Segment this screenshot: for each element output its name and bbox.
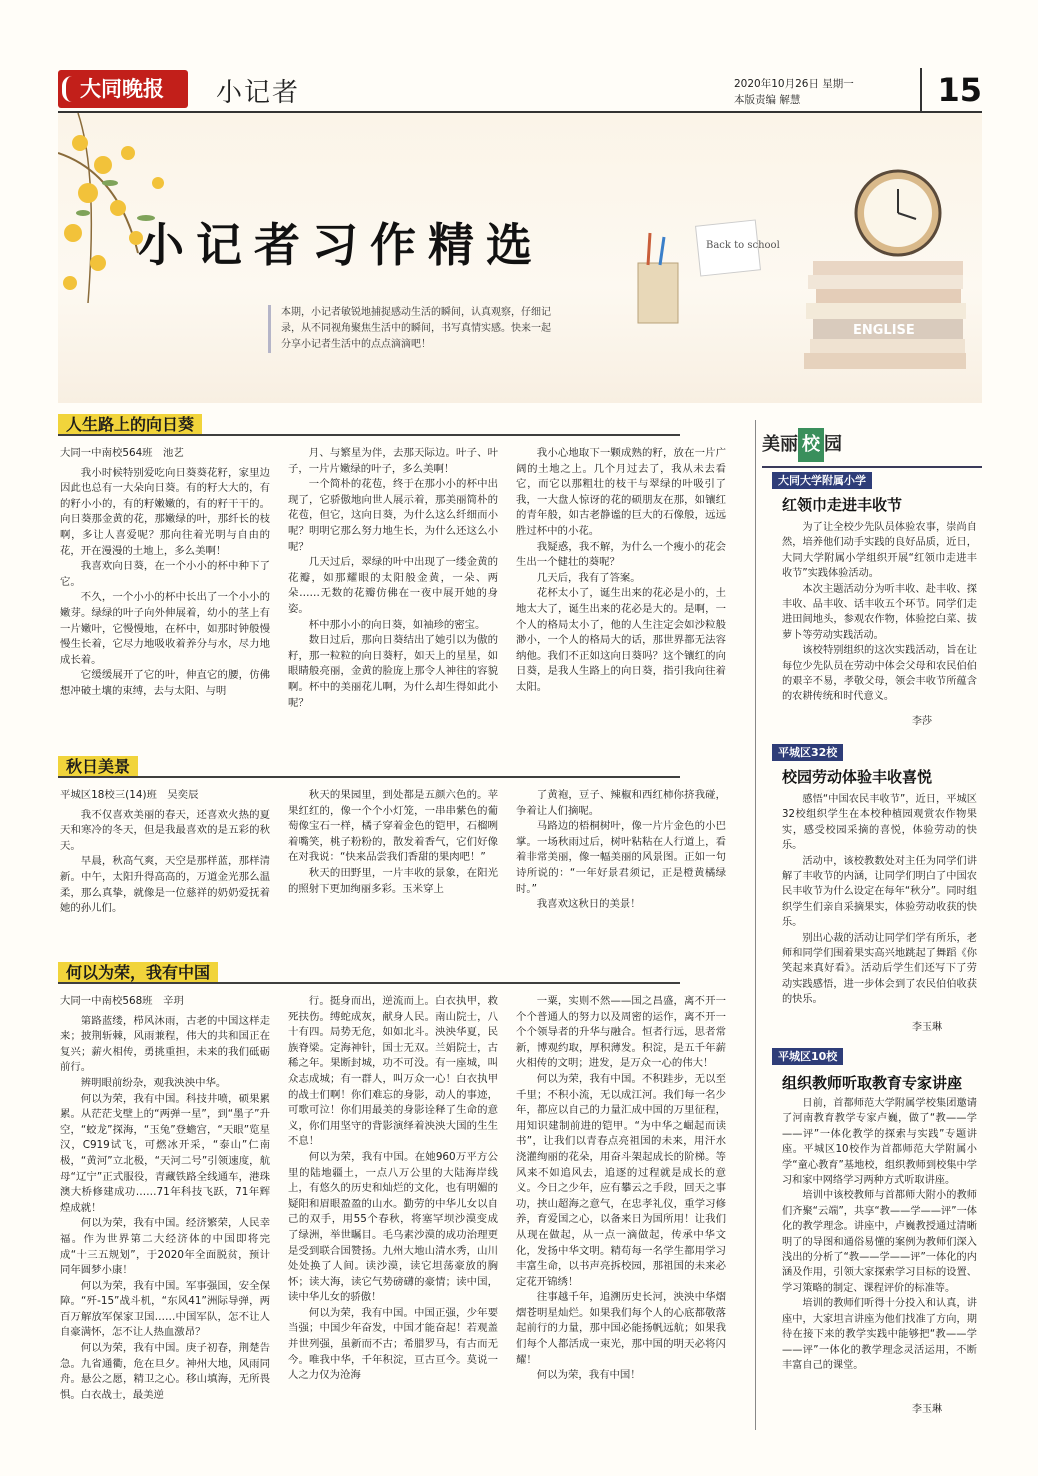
title-rule [58, 776, 680, 778]
feature-banner [58, 113, 982, 403]
deco-note-text: Back to school [706, 240, 780, 251]
paragraph: 一粟，实则不然——国之昌盛，离不开一个个普通人的努力以及周密的运作，离不开一个个领导者的升华与融合。恒者行远，思者常新，博观约取，厚积薄发。积淀，是五千年薪火相传的文明；进发，是万众一心的伟大！ [516, 995, 726, 1070]
news-body [782, 792, 977, 1018]
paragraph: 何以为荣，我有中国。军事强国，安全保障。“歼-15”战斗机，“东风41”洲际导弹，两百万解放军保家卫国……中国军队，怎不让人自豪满怀，怎不让人热血激昂？ [60, 1279, 270, 1339]
paragraph: 活动中，该校教数处对主任为同学们讲解了丰收节的内涵，让同学们明白了中国农民丰收节为什么设定在每年“秋分”。同时组织学生们亲自采摘果实，体验劳动收获的快乐。 [782, 855, 977, 929]
paragraph: 我疑惑，我不解，为什么一个瘦小的花会生出一个健壮的葵呢？ [516, 540, 726, 569]
paragraph: 何以为荣，我有中国！ [536, 1369, 641, 1382]
news-author: 李玉琳 [912, 1404, 942, 1415]
article-column [288, 994, 498, 1434]
paragraph: 何以为荣，我有中国。中国正强，少年要当强；中国少年奋发，中国才能奋起！若观盖并世列强，虽新而不古；希腊罗马，有古而无今。唯我中华，千年积淀，亘古亘今。莫说一人之力仅为沧海 [288, 1306, 498, 1382]
article-title-bar [58, 414, 680, 436]
title-rule [58, 434, 680, 436]
paragraph: 我喜欢这秋日的美景！ [536, 898, 641, 911]
books-clock-decoration-icon [628, 153, 968, 383]
paragraph: 日前，首都师范大学附属学校集团邀请了河南教育教学专家卢巍，做了“教——学——评”一体化教学的探索与实践”专题讲座。平城区10校作为首都师范大学附属小学“童心教育”基地校，组织教师到校集中学习和家中网络学习两种方式听取讲座。 [782, 1098, 977, 1187]
article-title: 秋日美景 [58, 756, 138, 778]
paragraph: 我不仅喜欢美丽的春天，还喜欢火热的夏天和寒冷的冬天，但是我最喜欢的是五彩的秋天。 [60, 808, 270, 852]
sidebar-title-part: 园 [824, 434, 842, 455]
article-column [516, 994, 726, 1434]
news-author: 李莎 [912, 716, 932, 727]
paragraph: 几天过后，翠绿的叶中出现了一缕金黄的花瓣，如那耀眼的太阳般金黄，一朵、两朵……无数的花瓣仿佛在一夜中展开她的身姿。 [288, 556, 498, 615]
paragraph: 秋天的田野里，一片丰收的景象，在阳光的照射下更加绚丽多彩。玉米穿上 [288, 866, 498, 895]
paragraph: 月、与繁星为伴，去那天际边。叶子、叶子，一片片嫩绿的叶子，多么美啊！ [288, 447, 498, 475]
sidebar-title-highlight: 校 [798, 428, 824, 462]
article-column [60, 788, 270, 938]
feature-intro: 本期，小记者敏锐地捕捉感动生活的瞬间，认真观察，仔细记录，从不同视角聚焦生活中的瞬间，书写真情实感。快来一起分享小记者生活中的点点滴滴吧！ [268, 305, 558, 353]
paragraph: 第路蓝缕，栉风沐雨，古老的中国这样走来；披荆斩棘，风雨兼程，伟大的共和国正在复兴；薪火相传，勇挑重担，未来的我们砥砺前行。 [60, 1014, 270, 1074]
newspaper-logo [58, 70, 188, 108]
campus-news-sidebar [762, 420, 982, 1430]
paragraph: 行。挺身而出，逆流而上。白衣执甲，救死扶伤。缚蛇成灰，献身人民。南山院士，八十有四。局势无危，如如北斗。泱泱华夏，民族脊梁。定海神针，国士无双。兰娟院士，古稀之年。果断封城，功不可没。有一座城，叫众志成城；有一群人，叫万众一心！白衣执甲的战士们啊！你们难忘的身影，动人的事迹，可歌可泣！你们用最美的身影诠释了生命的意义，你们用坚守的背影演绎着泱泱大国的生生不息！ [288, 995, 498, 1148]
paragraph: 辨明眼前纷杂，观我泱泱中华。 [80, 1076, 227, 1089]
article-column [60, 446, 270, 746]
article-title-bar [58, 756, 680, 778]
paragraph: 花杯太小了，诞生出来的花必是小的，土地太大了，诞生出来的花必是大的。是啊，一个人的格局太小了，他的人生注定会如沙粒般渺小，一个人的格局大的话，那世界都无法容纳他。我们不正如这向日葵吗？这个镶红的向日葵，是我人生路上的向日葵，指引我向往着太阳。 [516, 587, 726, 693]
paragraph: 往事越千年，追溯历史长河，泱泱中华熠熠苍明星灿烂。如果我们每个人的心底都敬落起前行的力量，那中国必能扬帆远航；如果我们每个人都活成一束光，那中国的明天必将闪耀！ [516, 1291, 726, 1366]
paragraph: 本次主题活动分为听丰收、赴丰收、探丰收、品丰收、话丰收五个环节。同学们走进田间地头，参观农作物，体验挖白菜、拔萝卜等劳动实践活动。 [782, 583, 977, 641]
article-title: 何以为荣，我有中国 [58, 962, 218, 984]
paragraph: 一个简朴的花苞，终于在那小小的杯中出现了，它骄傲地向世人展示着，那美丽简朴的花苞，但它，这向日葵，为什么这么纤细而小呢？明明它那么努力地生长，为什么还这么小呢？ [288, 478, 498, 553]
paragraph: 它缓缓展开了它的叶，伸直它的腰，仿佛想冲破土壤的束缚，去与太阳、与明 [60, 669, 270, 697]
paragraph: 我小心地取下一颗成熟的籽，放在一片广阔的土地之上。几个月过去了，我从未去看它，而它以那粗壮的枝干与翠绿的叶吸引了我，一大盘人惊讶的花的硕朋友在那，如镶红的青年般，如古老静谧的巨大的石像般，远远胜过杯中的小花。 [516, 447, 726, 537]
logo-flame-icon [62, 76, 78, 102]
section-name: 小记者 [216, 78, 301, 108]
paragraph: 为了让全校少先队员体验农事，崇尚自然，培养他们动手实践的良好品质，近日，大同大学附属小学组织开展“红领巾走进丰收节”实践体验活动。 [782, 522, 977, 580]
logo-text: 大同晚报 [80, 77, 164, 101]
paragraph: 该校特别组织的这次实践活动，旨在让每位少先队员在劳动中体会父母和农民伯伯的艰辛不易，孝敬父母，领会丰收节所蕴含的农耕传统和时代意义。 [782, 645, 977, 703]
paragraph: 何以为荣，我有中国。在她960万平方公里的陆地疆土，一点八万公里的大陆海岸线上，有悠久的历史和灿烂的文化，也有明媚的疑阳和眉眼盈盈的山水。勤劳的中华儿女以自己的双手，用55个春秋，将塞罕坝沙漠变成了绿洲，举世瞩目。毛乌素沙漠的成功治理更是受到联合国赞扬。九州大地山清水秀，山川处处换了人间。读沙漠，读它坦荡豪放的胸怀；读大海，读它气势磅礴的豪情；读中国，读中华儿女的骄傲！ [288, 1150, 498, 1304]
column-divider [755, 420, 756, 1430]
paragraph: 何以为荣，我有中国。经济繁荣，人民幸福。作为世界第二大经济体的中国即将完成“十三五规划”，于2020年全面脱贫，预计同年圆梦小康！ [60, 1217, 270, 1277]
article-column [516, 788, 726, 938]
issue-date: 2020年10月26日 星期一 [734, 78, 854, 90]
paragraph: 感悟“中国农民丰收节”，近日，平城区32校组织学生在本校种植园观赏农作物果实，感受校园采摘的喜悦，体验劳动的快乐。 [782, 794, 977, 852]
paragraph: 何以为荣，我有中国。庚子初春，荆楚告急。九省通衢，危在旦夕。神州大地，风雨同舟。悬公之愿，精卫之心。移山填海，无所畏惧。白衣战士，最美逆 [60, 1342, 270, 1401]
paragraph: 早晨，秋高气爽，天空是那样蓝，那样清新。中午，太阳升得高高的，万道金光那么温柔，那么真挚，就像是一位慈祥的奶奶爱抚着她的孙儿们。 [60, 855, 270, 915]
page-editor: 本版责编 解慧 [734, 94, 801, 106]
paragraph: 培训的教师们听得十分投入和认真，讲座中，大家坦言讲座为他们找准了方向，期待在接下来的教学实践中能够把“教——学——评”一体化的教学理念灵活运用，不断丰富自己的课堂。 [782, 1298, 977, 1371]
paragraph: 数日过后，那向日葵结出了她引以为傲的籽，那一粒粒的向日葵籽，如天上的星星，如眼睛般亮丽，金黄的脸庞上那令人神往的容貌啊。杯中的美丽花儿啊，为什么却生得如此小呢？ [288, 634, 498, 709]
paragraph: 何以为荣，我有中国。不积跬步，无以至千里；不积小流，无以成江河。我们每一名少年，都应以自己的力量汇成中国的万里征程，用知识建制前进的铠甲。“为中华之崛起而读书”，让我们以青春点亮祖国的未来，用汗水浇灌绚丽的花朵，用奋斗架起成长的阶梯。等风来不如追风去，追逐的过程就是成长的意义。今日之少年，应有攀云之手段，回天之事功，挟山超海之意气，在忠孝礼仪，重学习修养，育爱国之心，以备来日为国所用！让我们从现在做起，从一点一滴做起，传承中华文化，发扬中华文明。精苟每一名学生都用学习丰富生命，以书声亮拆校园，那祖国的未来必定花开锦绣！ [516, 1072, 726, 1288]
news-headline: 组织教师听取教育专家讲座 [782, 1074, 963, 1092]
paragraph: 别出心裁的活动让同学们学有所乐，老师和同学们围着果实高兴地跳起了舞蹈《你笑起来真好看》。活动后学生们还写下了劳动实践感悟，进一步体会到了农民伯伯收获的快乐。 [782, 932, 977, 1006]
sidebar-title [762, 428, 982, 462]
paragraph: 秋天的果园里，到处都是五颜六色的。苹果红红的，像一个个小灯笼，一串串紫色的葡萄像宝石一样，橘子穿着金色的铠甲，石榴咧着嘴笑，桃子粉粉的，散发着香气，它们好像在对我说：“快来品尝我们香甜的果肉吧！” [288, 789, 498, 864]
article-column [60, 994, 270, 1434]
news-source-tag: 大同大学附属小学 [772, 472, 872, 489]
news-headline: 校园劳动体验丰收喜悦 [782, 768, 933, 786]
paragraph: 不久，一个小小的杯中长出了一个小小的嫩芽。绿绿的叶子向外伸展着，幼小的茎上有一片嫩叶，它慢慢地，在杯中，如那时钟般慢慢生长着，它尽力地吸收着养分与水，尽力地成长着。 [60, 591, 270, 666]
paragraph: 马路边的梧桐树叶，像一片片金色的小巴掌。一场秋雨过后，树叶粘粘在人行道上，看着非常美丽，像一幅美丽的风景图。正如一句诗所说的：“一年好景君须记，正是橙黄橘绿时。” [516, 820, 726, 895]
deco-book-label: ENGLISE [853, 323, 915, 338]
paragraph: 了黄袍，豆子、辣椒和西红柿你挤我碰，争着让人们摘呢。 [516, 789, 726, 817]
news-body [782, 520, 977, 712]
page-number: 15 [920, 68, 982, 112]
sidebar-title-part: 美丽 [762, 434, 798, 455]
article-byline: 大同一中南校568班 辛玥 [60, 995, 184, 1007]
sidebar-rule [762, 466, 982, 468]
paragraph: 我小时候特别爱吃向日葵葵花籽，家里边因此也总有一大朵向日葵。有的籽大大的，有的籽小小的，有的籽嫩嫩的，有的籽干干的。向日葵那金黄的花，那嫩绿的叶，那纤长的枝啊，多让人喜爱呢？那向往着光明与自由的花，开在漫漫的土地上，多么美啊！ [60, 466, 270, 557]
article-byline: 大同一中南校564班 池艺 [60, 447, 184, 459]
article-column [288, 788, 498, 938]
issue-meta [734, 76, 854, 108]
article-column [288, 446, 498, 746]
news-source-tag: 平城区32校 [772, 744, 843, 761]
news-source-tag: 平城区10校 [772, 1048, 843, 1065]
paragraph: 培训中该校教师与首都师大附小的教师们齐聚“云端”，共享“教——学——评”一体化的教学理念。讲座中，卢巍教授通过清晰明了的导图和通俗易懂的案例为教师们深入浅出的分析了“教——学——评”一体化的内涵及作用，引领大家探索学习目标的设置、学习策略的制定、课程评价的标准等。 [782, 1190, 977, 1294]
article-column [516, 446, 726, 746]
title-rule [58, 982, 680, 984]
article-title: 人生路上的向日葵 [58, 414, 202, 436]
paragraph: 我喜欢向日葵，在一个小小的杯中种下了它。 [60, 560, 270, 588]
news-body [782, 1096, 977, 1396]
article-byline: 平城区18校三(14)班 吴奕辰 [60, 789, 199, 801]
feature-title: 小记者习作精选 [138, 218, 544, 272]
paragraph: 杯中那小小的向日葵，如袖珍的密宝。 [308, 618, 486, 631]
masthead [58, 66, 982, 116]
paragraph: 何以为荣，我有中国。科技井喷，硕果累累。从茫茫戈壁上的“两弹一星”，到“墨子”升空，“蛟龙”探海，“玉兔”登蟾宫，“天眼”览星汉，C919试飞，可燃冰开采，“泰山”仁南极，“黄河”立北极，“天河二号”引领速度，航母“辽宁”正式服役，青藏铁路全线通车，港珠澳大桥修建成功……71年科技飞跃，71年辉煌成就！ [60, 1092, 270, 1214]
article-title-bar [58, 962, 680, 984]
news-headline: 红领巾走进丰收节 [782, 496, 903, 514]
news-author: 李玉琳 [912, 1022, 942, 1033]
paragraph: 几天后，我有了答案。 [536, 571, 641, 584]
